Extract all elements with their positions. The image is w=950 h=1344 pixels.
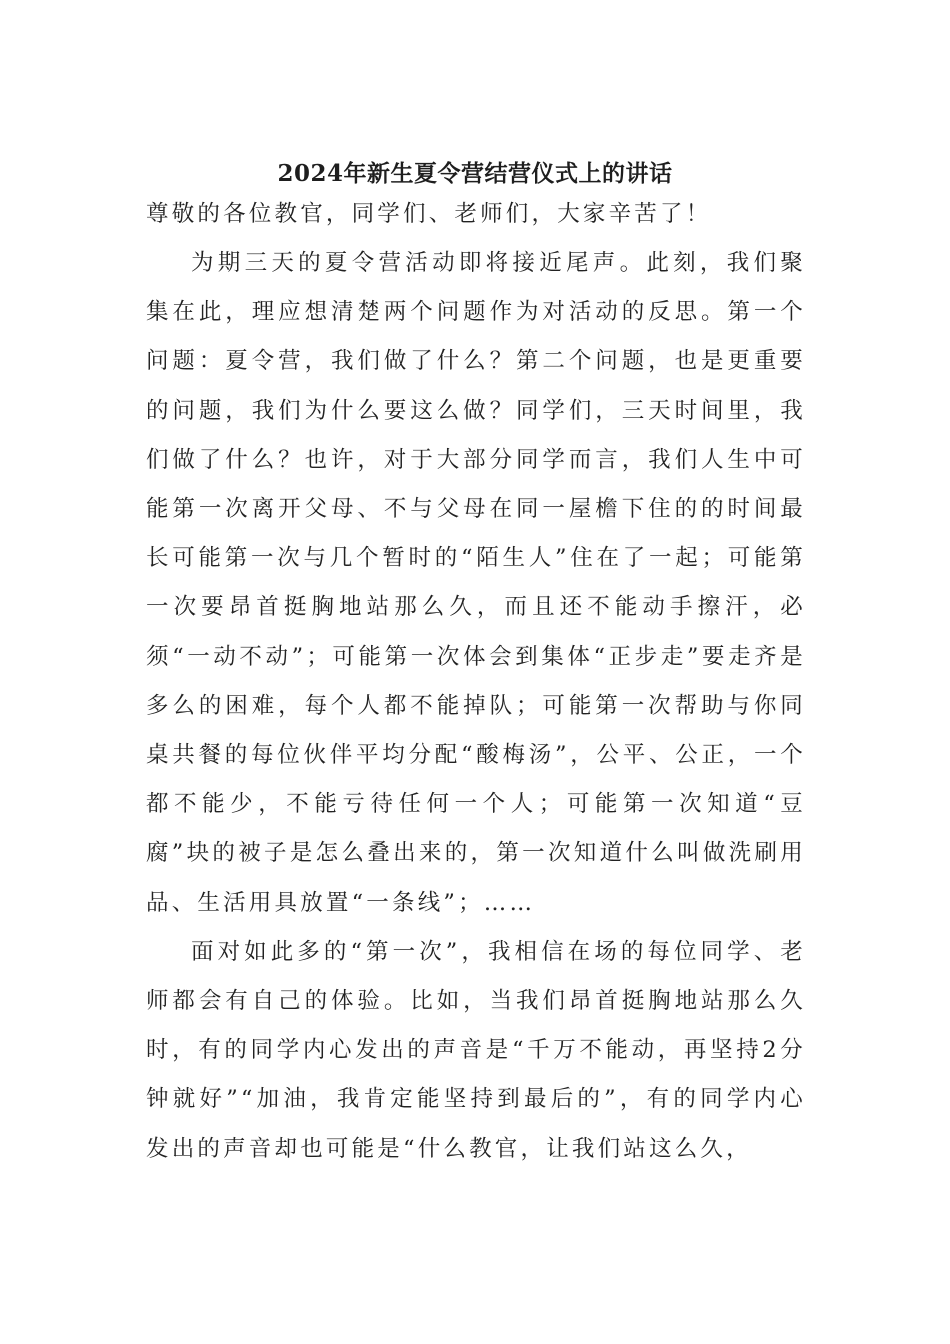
paragraph-1: 为期三天的夏令营活动即将接近尾声。此刻，我们聚集在此，理应想清楚两个问题作为对活动的反思。第一个问题：夏令营，我们做了什么？第二个问题，也是更重要的问题，我们为什么要这么做？同学们，三天时间里，我们做了什么？也许，对于大部分同学而言，我们人生中可能第一次离开父母、不与父母在同一屋檐下住的的时间最长可能第一次与几个暂时的“陌生人”住在了一起；可能第一次要昂首挺胸地站那么久，而且还不能动手擦汗，必须“一动不动”；可能第一次体会到集体“正步走”要走齐是多么的困难，每个人都不能掉队；可能第一次帮助与你同桌共餐的每位伙伴平均分配“酸梅汤”，公平、公正，一个都不能少，不能亏待任何一个人；可能第一次知道“豆腐”块的被子是怎么叠出来的，第一次知道什么叫做洗刷用品、生活用具放置“一条线”；…… bbox=[146, 250, 806, 916]
document-title: 2024年新生夏令营结营仪式上的讲话 bbox=[277, 160, 673, 187]
paragraph-2: 面对如此多的“第一次”，我相信在场的每位同学、老师都会有自己的体验。比如，当我们昂首挺胸地站那么久时，有的同学内心发出的声音是“千万不能动，再坚持2分钟就好”“加油，我肯定能坚持到最后的”，有的同学内心发出的声音却也可能是“什么教官，让我们站这么久， bbox=[146, 938, 806, 1162]
document-body bbox=[146, 190, 806, 1174]
greeting-line: 尊敬的各位教官，同学们、老师们，大家辛苦了！ bbox=[146, 201, 712, 227]
